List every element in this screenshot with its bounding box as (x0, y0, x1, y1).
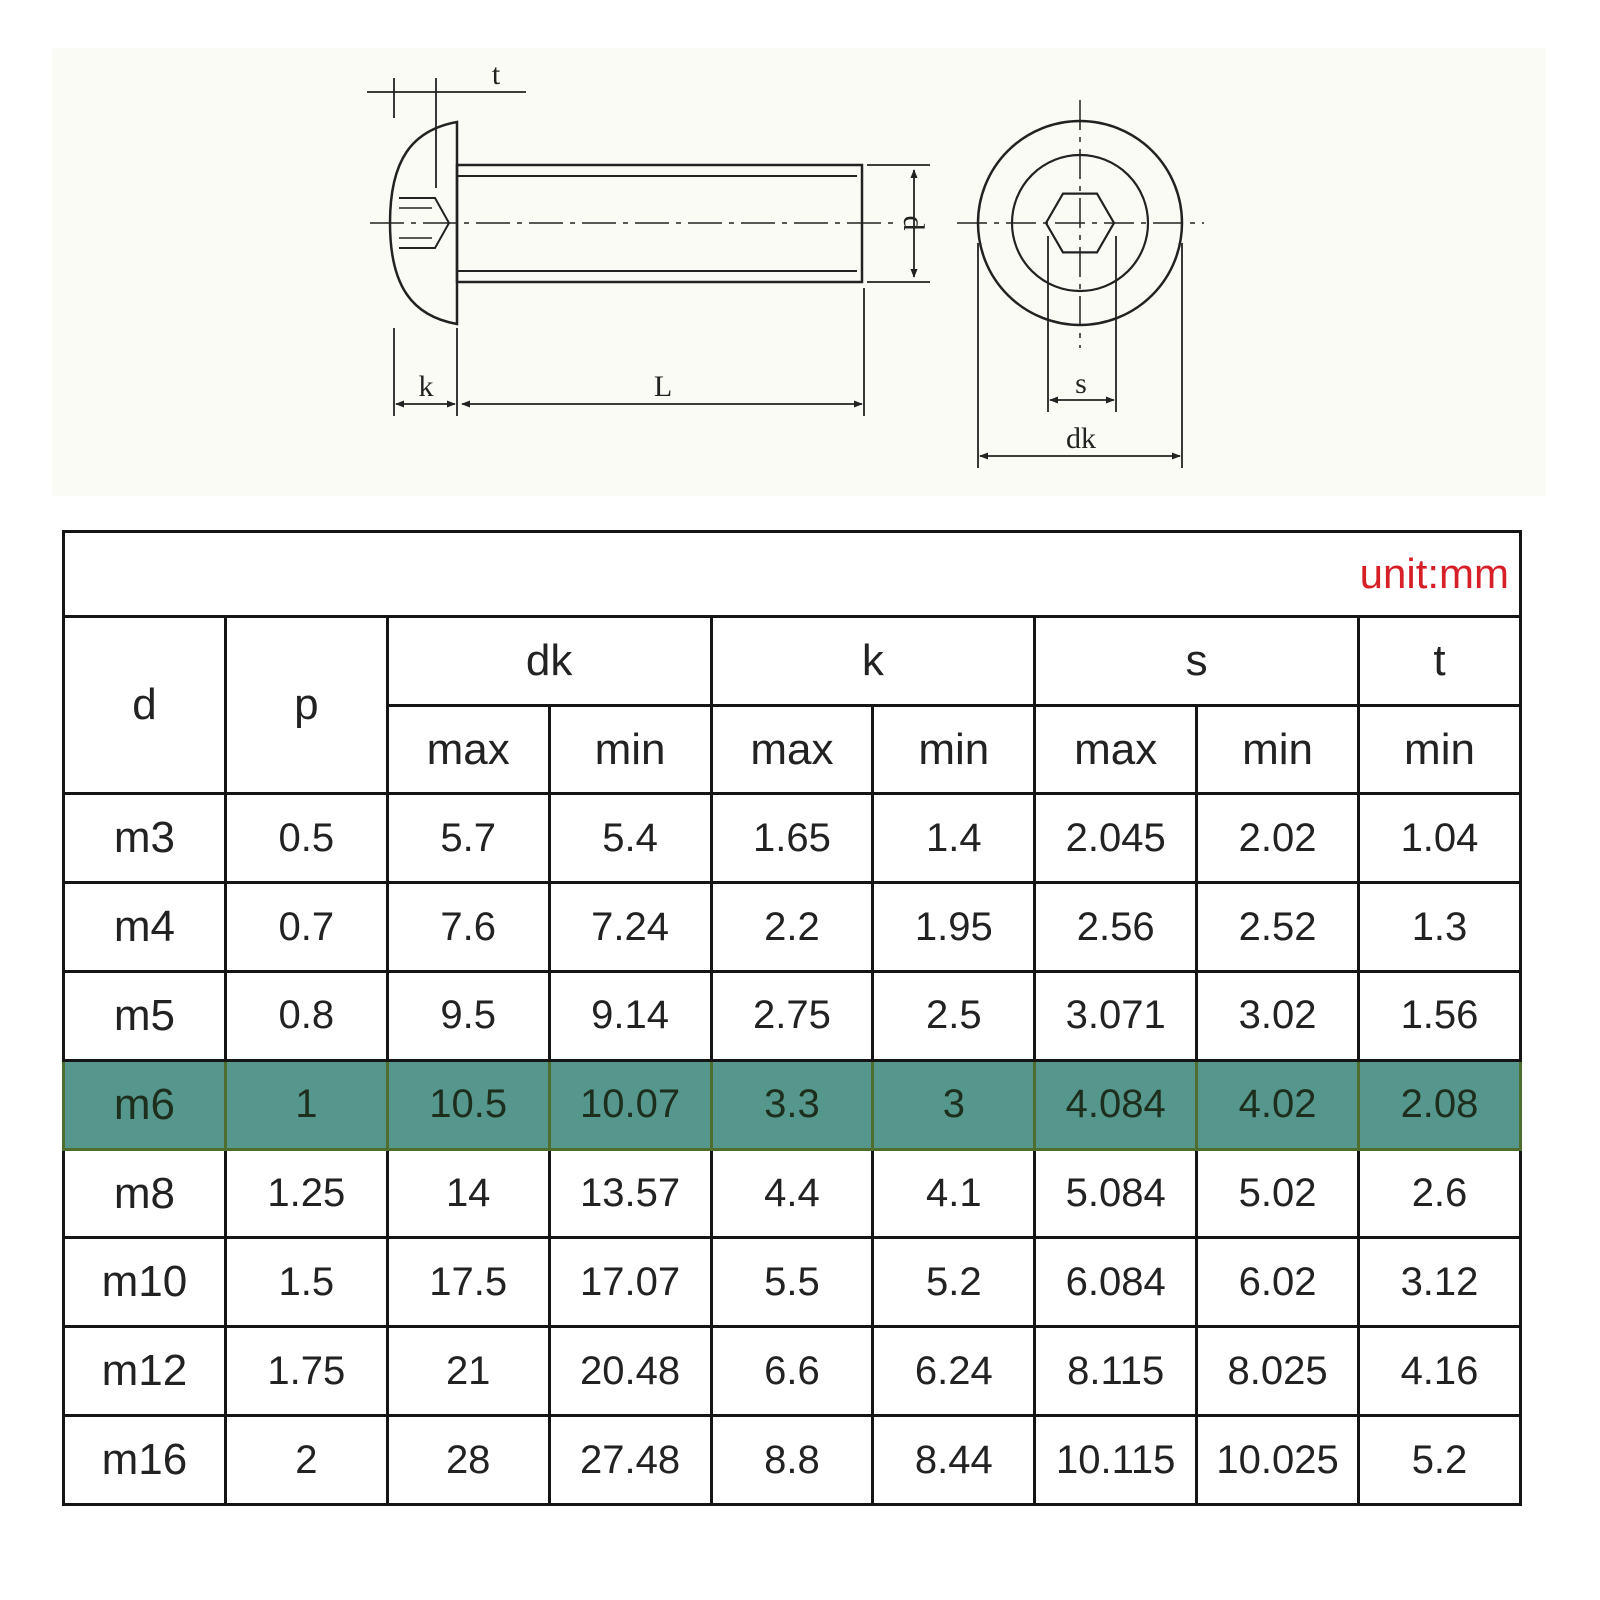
table-cell: 17.5 (387, 1238, 549, 1327)
header-row-groups (64, 616, 1521, 705)
table-cell: 2.52 (1197, 883, 1359, 972)
subheader-k-max: max (711, 705, 873, 794)
table-cell: 2 (225, 1416, 387, 1505)
size-cell: m4 (64, 883, 226, 972)
header-t: t (1359, 616, 1521, 705)
table-cell: 5.5 (711, 1238, 873, 1327)
screw-technical-drawing (52, 48, 1546, 496)
subheader-dk-min: min (549, 705, 711, 794)
table-cell: 5.7 (387, 794, 549, 883)
table-cell: 6.02 (1197, 1238, 1359, 1327)
table-cell: 8.115 (1035, 1327, 1197, 1416)
table-cell: 14 (387, 1149, 549, 1238)
label-k: k (418, 370, 434, 403)
table-row (64, 1327, 1521, 1416)
size-cell: m8 (64, 1149, 226, 1238)
table-cell: 10.07 (549, 1060, 711, 1149)
subheader-t-min: min (1359, 705, 1521, 794)
table-cell: 7.24 (549, 883, 711, 972)
table-cell: 28 (387, 1416, 549, 1505)
size-cell: m5 (64, 972, 226, 1061)
table-row (64, 1238, 1521, 1327)
table-cell: 13.57 (549, 1149, 711, 1238)
table-cell: 2.02 (1197, 794, 1359, 883)
table-cell: 4.16 (1359, 1327, 1521, 1416)
table-cell: 0.8 (225, 972, 387, 1061)
table-cell: 2.045 (1035, 794, 1197, 883)
table-cell: 21 (387, 1327, 549, 1416)
header-k: k (711, 616, 1035, 705)
table-cell: 9.14 (549, 972, 711, 1061)
table-cell: 0.5 (225, 794, 387, 883)
table-cell: 6.24 (873, 1327, 1035, 1416)
table-cell: 1.4 (873, 794, 1035, 883)
table-cell: 3.071 (1035, 972, 1197, 1061)
table-cell: 1 (225, 1060, 387, 1149)
table-cell: 4.4 (711, 1149, 873, 1238)
table-cell: 5.2 (1359, 1416, 1521, 1505)
table-cell: 2.08 (1359, 1060, 1521, 1149)
subheader-s-min: min (1197, 705, 1359, 794)
table-row (64, 1416, 1521, 1505)
table-cell: 1.04 (1359, 794, 1521, 883)
table-cell: 5.02 (1197, 1149, 1359, 1238)
label-s: s (1075, 367, 1087, 400)
table-cell: 8.44 (873, 1416, 1035, 1505)
table-row (64, 1060, 1521, 1149)
table-cell: 9.5 (387, 972, 549, 1061)
table-cell: 2.6 (1359, 1149, 1521, 1238)
table-cell: 6.6 (711, 1327, 873, 1416)
label-d: d (897, 215, 930, 231)
table-cell: 2.56 (1035, 883, 1197, 972)
header-d: d (64, 616, 226, 794)
spec-table (62, 530, 1522, 1506)
drawing-panel (52, 48, 1546, 496)
size-cell: m3 (64, 794, 226, 883)
size-cell: m6 (64, 1060, 226, 1149)
subheader-dk-max: max (387, 705, 549, 794)
table-row (64, 883, 1521, 972)
table-cell: 10.025 (1197, 1416, 1359, 1505)
subheader-k-min: min (873, 705, 1035, 794)
table-cell: 3.02 (1197, 972, 1359, 1061)
header-dk: dk (387, 616, 711, 705)
unit-label: unit:mm (64, 532, 1521, 617)
header-p: p (225, 616, 387, 794)
table-cell: 4.02 (1197, 1060, 1359, 1149)
table-cell: 5.4 (549, 794, 711, 883)
table-cell: 8.025 (1197, 1327, 1359, 1416)
size-cell: m16 (64, 1416, 226, 1505)
table-cell: 3 (873, 1060, 1035, 1149)
table-cell: 4.084 (1035, 1060, 1197, 1149)
table-body (64, 794, 1521, 1505)
table-cell: 1.5 (225, 1238, 387, 1327)
table-cell: 2.75 (711, 972, 873, 1061)
end-view (957, 100, 1204, 468)
label-t: t (491, 58, 501, 91)
table-cell: 3.12 (1359, 1238, 1521, 1327)
label-L: L (653, 370, 673, 403)
table-row (64, 794, 1521, 883)
table-cell: 10.5 (387, 1060, 549, 1149)
table-cell: 1.95 (873, 883, 1035, 972)
size-cell: m12 (64, 1327, 226, 1416)
table-cell: 5.084 (1035, 1149, 1197, 1238)
table-cell: 0.7 (225, 883, 387, 972)
label-dk: dk (1066, 422, 1096, 455)
table-cell: 17.07 (549, 1238, 711, 1327)
header-s: s (1035, 616, 1359, 705)
table-cell: 1.25 (225, 1149, 387, 1238)
table-cell: 10.115 (1035, 1416, 1197, 1505)
table-cell: 1.65 (711, 794, 873, 883)
table-row (64, 972, 1521, 1061)
table-cell: 2.5 (873, 972, 1035, 1061)
table-row (64, 1149, 1521, 1238)
subheader-s-max: max (1035, 705, 1197, 794)
table-cell: 5.2 (873, 1238, 1035, 1327)
table-cell: 1.56 (1359, 972, 1521, 1061)
table-cell: 2.2 (711, 883, 873, 972)
size-cell: m10 (64, 1238, 226, 1327)
table-cell: 20.48 (549, 1327, 711, 1416)
table-cell: 27.48 (549, 1416, 711, 1505)
side-view (367, 78, 930, 416)
table-cell: 7.6 (387, 883, 549, 972)
unit-row (64, 532, 1521, 617)
table-cell: 3.3 (711, 1060, 873, 1149)
table-cell: 1.75 (225, 1327, 387, 1416)
table-cell: 1.3 (1359, 883, 1521, 972)
table-cell: 6.084 (1035, 1238, 1197, 1327)
table-cell: 4.1 (873, 1149, 1035, 1238)
table-cell: 8.8 (711, 1416, 873, 1505)
